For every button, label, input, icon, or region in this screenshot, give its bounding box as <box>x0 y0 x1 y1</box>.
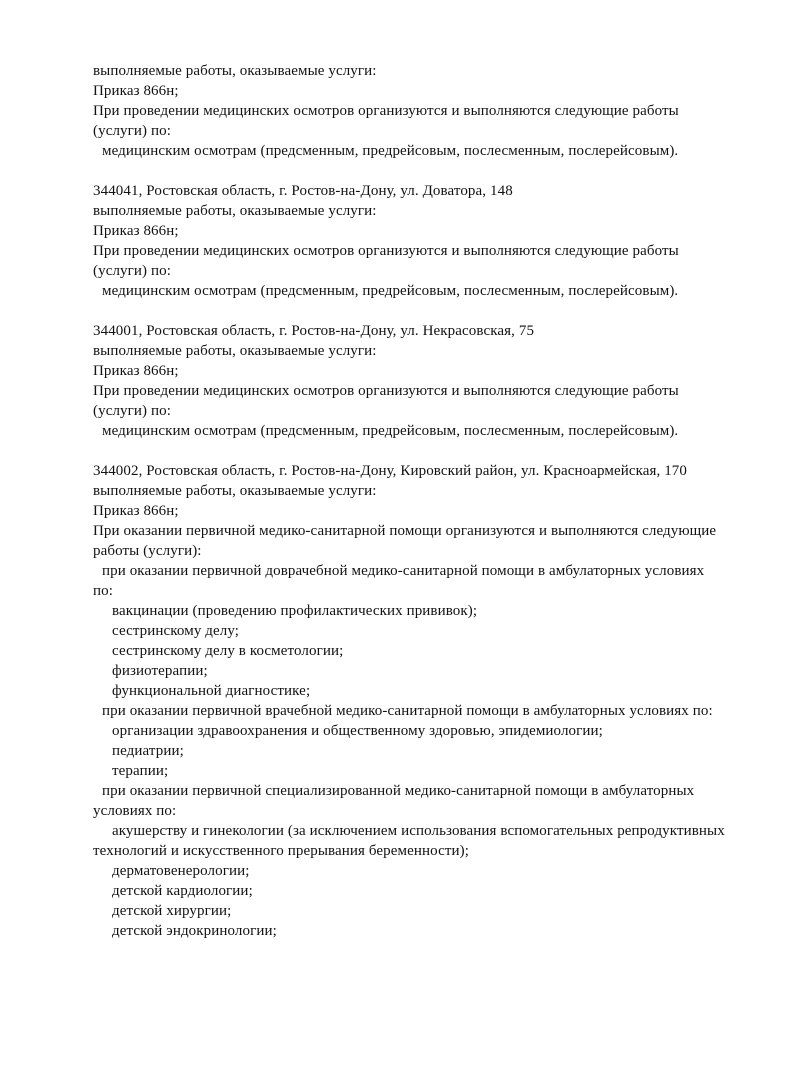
text-line: медицинским осмотрам (предсменным, предрейсовым, послесменным, послерейсовым). <box>102 423 679 439</box>
text-line: технологий и искусственного прерывания беременности); <box>93 843 469 859</box>
text-line: (услуги) по: <box>93 263 171 279</box>
text-line: физиотерапии; <box>112 663 208 679</box>
text-line: работы (услуги): <box>93 543 202 559</box>
text-line: сестринскому делу в косметологии; <box>112 643 344 659</box>
text-line: акушерству и гинекологии (за исключением использования вспомогательных репродуктивных <box>112 823 725 839</box>
text-line: выполняемые работы, оказываемые услуги: <box>93 203 377 219</box>
services-block-4 <box>93 461 754 941</box>
text-line: При проведении медицинских осмотров организуются и выполняются следующие работы <box>93 383 679 399</box>
text-line: При проведении медицинских осмотров организуются и выполняются следующие работы <box>93 103 679 119</box>
services-block-1 <box>93 61 754 161</box>
text-line: условиях по: <box>93 803 177 819</box>
text-line: Приказ 866н; <box>93 503 179 519</box>
text-line: (услуги) по: <box>93 403 171 419</box>
text-line: при оказании первичной врачебной медико-санитарной помощи в амбулаторных условиях по: <box>102 703 713 719</box>
text-line: выполняемые работы, оказываемые услуги: <box>93 483 377 499</box>
text-line: при оказании первичной доврачебной медико-санитарной помощи в амбулаторных условиях <box>102 563 705 579</box>
text-line: Приказ 866н; <box>93 223 179 239</box>
text-line: детской кардиологии; <box>112 883 253 899</box>
text-line: сестринскому делу; <box>112 623 240 639</box>
text-line: педиатрии; <box>112 743 184 759</box>
text-line: детской хирургии; <box>112 903 232 919</box>
text-line: детской эндокринологии; <box>112 923 277 939</box>
text-line: При оказании первичной медико-санитарной помощи организуются и выполняются следующие <box>93 523 717 539</box>
text-line: вакцинации (проведению профилактических прививок); <box>112 603 478 619</box>
text-line: Приказ 866н; <box>93 83 179 99</box>
address-line: 344002, Ростовская область, г. Ростов-на-Дону, Кировский район, ул. Красноармейская, 170 <box>93 463 688 479</box>
text-line: по: <box>93 583 113 599</box>
text-line: выполняемые работы, оказываемые услуги: <box>93 343 377 359</box>
text-line: (услуги) по: <box>93 123 171 139</box>
services-block-2 <box>93 181 754 301</box>
text-line: медицинским осмотрам (предсменным, предрейсовым, послесменным, послерейсовым). <box>102 283 679 299</box>
text-line: выполняемые работы, оказываемые услуги: <box>93 63 377 79</box>
text-line: дерматовенерологии; <box>112 863 250 879</box>
text-line: терапии; <box>112 763 169 779</box>
text-line: медицинским осмотрам (предсменным, предрейсовым, послесменным, послерейсовым). <box>102 143 679 159</box>
address-line: 344001, Ростовская область, г. Ростов-на-Дону, ул. Некрасовская, 75 <box>93 323 535 339</box>
text-line: Приказ 866н; <box>93 363 179 379</box>
address-line: 344041, Ростовская область, г. Ростов-на-Дону, ул. Доватора, 148 <box>93 183 513 199</box>
document-body <box>93 61 754 941</box>
text-line: функциональной диагностике; <box>112 683 311 699</box>
text-line: При проведении медицинских осмотров организуются и выполняются следующие работы <box>93 243 679 259</box>
text-line: при оказании первичной специализированной медико-санитарной помощи в амбулаторных <box>102 783 695 799</box>
text-line: организации здравоохранения и общественному здоровью, эпидемиологии; <box>112 723 603 739</box>
services-block-3 <box>93 321 754 441</box>
